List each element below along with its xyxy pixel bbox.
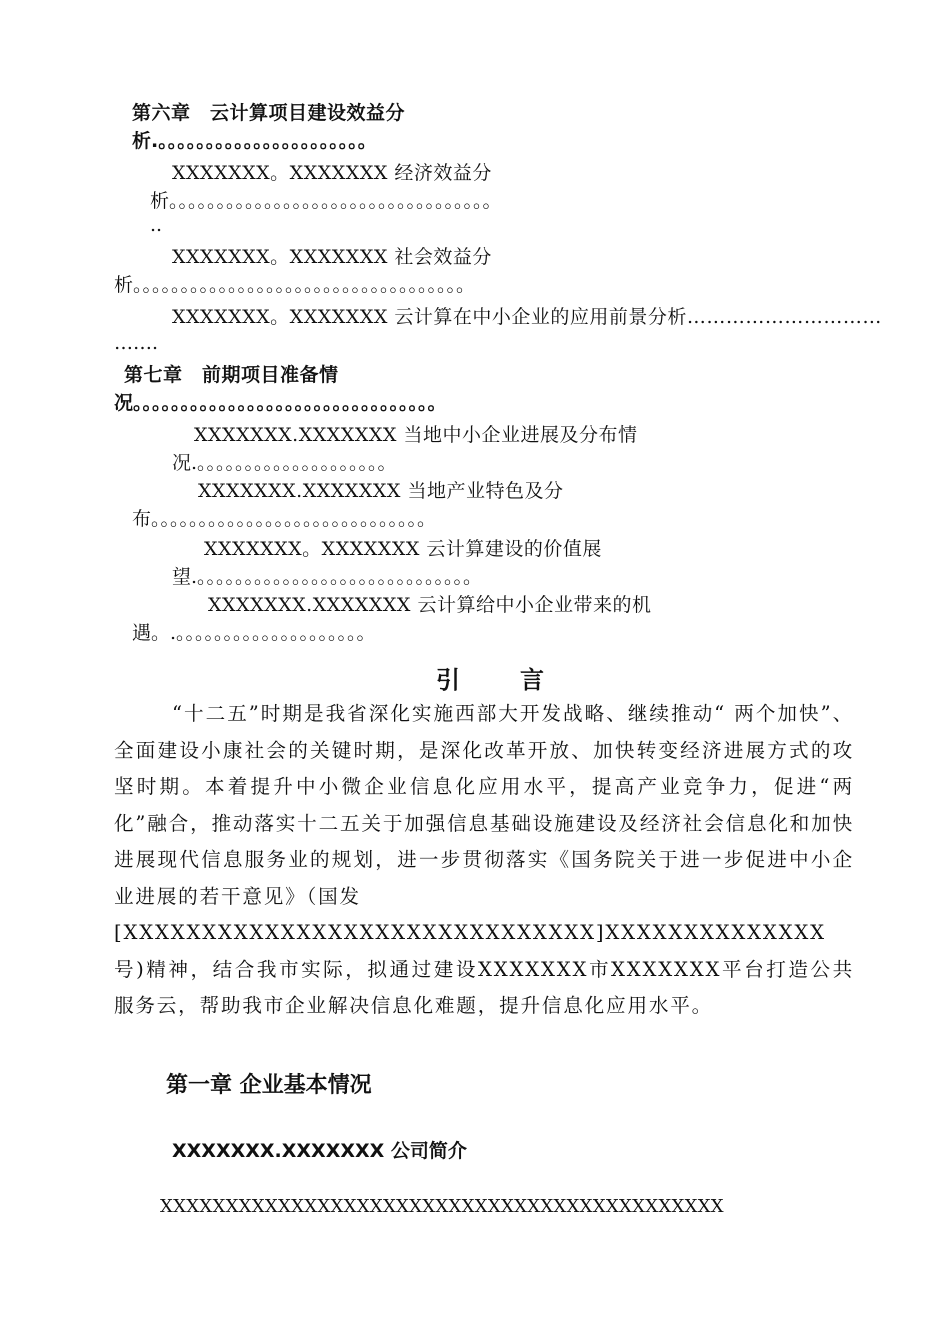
intro-paragraph-2: [XXXXXXXXXXXXXXXXXXXXXXXXXXXXXX]XXXXXXXXXXXXXX号)精神，结合我市实际，拟通过建设XXXXXXX市XXXXXXX平台打造公共服务云，帮助我市企业解决信息化难题，提升信息化应用水平。 bbox=[114, 921, 854, 1017]
toc-entry-sme-distribution: XXXXXXX.XXXXXXX 当地中小企业进展及分布情 bbox=[194, 424, 638, 446]
section-company-profile-title: XXXXXXX.XXXXXXX 公司简介 bbox=[172, 1140, 467, 1162]
toc-entry-economic-benefit-leader-cont: .. bbox=[150, 214, 163, 236]
toc-entry-social-benefit: XXXXXXX。XXXXXXX 社会效益分 bbox=[172, 246, 492, 268]
intro-heading: 引言 bbox=[436, 665, 604, 694]
toc-entry-economic-benefit: XXXXXXX。XXXXXXX 经济效益分 bbox=[172, 162, 492, 184]
toc-entry-cloud-prospect-leader: ……. bbox=[114, 332, 159, 354]
toc-entry-cloud-prospect: XXXXXXX。XXXXXXX 云计算在中小企业的应用前景分析………………………… bbox=[172, 306, 882, 328]
toc-entry-economic-benefit-leader: 析。。。。。。。。。。。。。。。。。。。。。。。。。。。。。。。。。。 bbox=[150, 190, 502, 212]
toc-entry-sme-distribution-leader: 况.。。。。。。。。。。。。。。。。。。。。 bbox=[172, 452, 397, 474]
toc-entry-cloud-opportunity-leader: 遇。.。。。。。。。。。。。。。。。。。。。。 bbox=[132, 622, 376, 644]
toc-entry-industry-features: XXXXXXX.XXXXXXX 当地产业特色及分 bbox=[198, 480, 564, 502]
company-profile-body: XXXXXXXXXXXXXXXXXXXXXXXXXXXXXXXXXXXXXXXXXXX bbox=[160, 1196, 724, 1217]
toc-entry-industry-features-leader: 布。。。。。。。。。。。。。。。。。。。。。。。。。。。。。 bbox=[132, 508, 437, 530]
toc-chapter6-leader: 析.。。。。。。。。。。。。。。。。。。。。。。 bbox=[132, 130, 377, 152]
toc-entry-cloud-value: XXXXXXX。XXXXXXX 云计算建设的价值展 bbox=[204, 538, 602, 560]
toc-entry-cloud-opportunity: XXXXXXX.XXXXXXX 云计算给中小企业带来的机 bbox=[208, 594, 652, 616]
intro-paragraph-1: “十二五”时期是我省深化实施西部大开发战略、继续推动“ 两个加快”、全面建设小康社会的关键时期，是深化改革开放、加快转变经济进展方式的攻坚时期。本着提升中小微企业信息化应用水平，提高产业竞争力，促进“两化”融合，推动落实十二五关于加强信息基础设施建设及经济社会信息化和加快进展现代信息服务业的规划，进一步贯彻落实《国务院关于进一步促进中小企业进展的若干意见》（国发 bbox=[114, 702, 854, 908]
toc-entry-cloud-value-leader: 望.。。。。。。。。。。。。。。。。。。。。。。。。。。。。。 bbox=[172, 566, 483, 588]
toc-chapter7-title: 第七章 前期项目准备情 bbox=[124, 364, 339, 386]
intro-body bbox=[114, 696, 854, 1025]
chapter1-title: 第一章 企业基本情况 bbox=[166, 1073, 372, 1098]
toc-entry-social-benefit-leader: 析。。。。。。。。。。。。。。。。。。。。。。。。。。。。。。。。。。。 bbox=[114, 274, 476, 296]
toc-chapter7-leader: 况。。。。。。。。。。。。。。。。。。。。。。。。。。。。。。。。 bbox=[114, 392, 447, 414]
toc-chapter6-title: 第六章 云计算项目建设效益分 bbox=[132, 102, 406, 124]
